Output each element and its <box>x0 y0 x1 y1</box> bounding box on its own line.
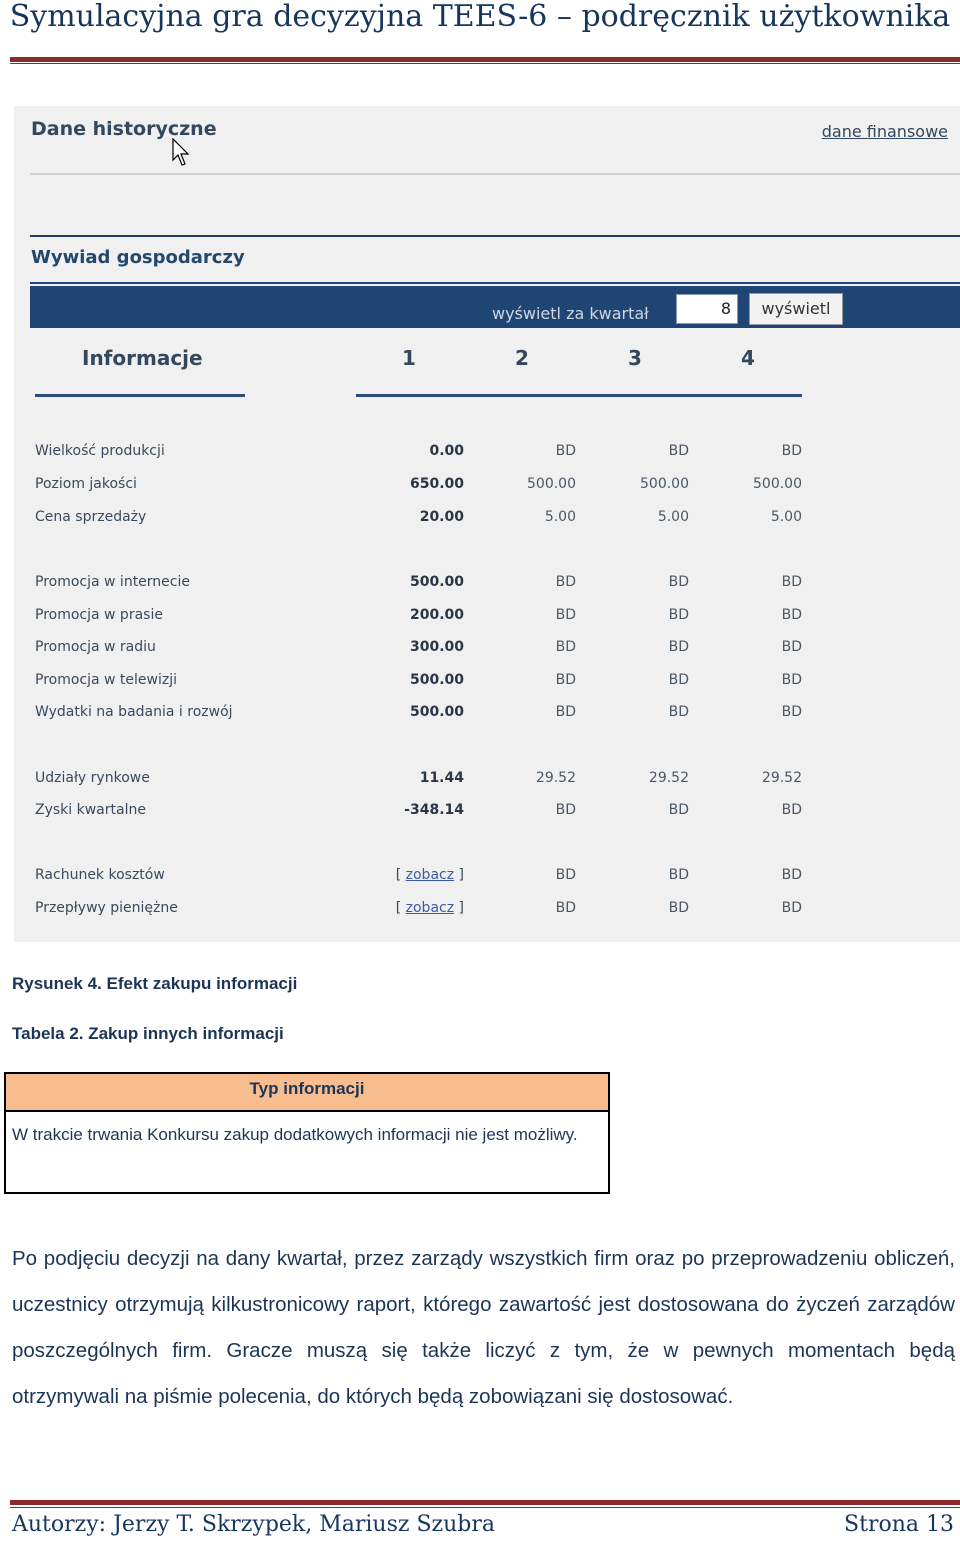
body-paragraph: Po podjęciu decyzji na dany kwartał, przez zarządy wszystkich firm oraz po przeprowadzeniu obliczeń, uczestnicy otrzymują kilkustronicowy raport, którego zawartość jest dostosowana do życzeń zarządów poszczególnych firm. Gracze muszą się także liczyć z tym, że w pewnych momentach będą otrzymywali na piśmie polecenia, do których będą zobowiązani się dostosować. <box>12 1247 955 1408</box>
table-row <box>14 476 960 496</box>
footer-rule <box>10 1500 960 1505</box>
cell-value: 300.00 <box>409 639 464 655</box>
business-intelligence-title: Wywiad gospodarczy <box>31 247 245 268</box>
cell-value: BD <box>668 639 689 655</box>
cell-value: BD <box>555 607 576 623</box>
row-label: Wydatki na badania i rozwój <box>35 704 233 720</box>
cell-value: BD <box>781 639 802 655</box>
cell-value: 500.00 <box>409 574 464 590</box>
column-header-3: 3 <box>628 346 642 370</box>
header-underline <box>35 394 245 397</box>
cell-value: 200.00 <box>409 607 464 623</box>
info-type-table <box>4 1072 610 1194</box>
cell-value: BD <box>555 639 576 655</box>
cell-value: BD <box>668 574 689 590</box>
cell-value: 5.00 <box>544 509 576 525</box>
header-rule <box>10 57 960 62</box>
table-row <box>14 672 960 692</box>
table-caption: Tabela 2. Zakup innych informacji <box>12 1024 284 1043</box>
page-number: Strona 13 <box>844 1512 954 1537</box>
see-cash-flow-link[interactable]: [ zobacz ] <box>395 900 464 916</box>
table-row <box>14 443 960 463</box>
row-label: Promocja w internecie <box>35 574 190 590</box>
cell-value: BD <box>781 443 802 459</box>
cell-value: 500.00 <box>753 476 802 492</box>
quarter-input[interactable]: 8 <box>676 294 738 324</box>
row-label: Przepływy pieniężne <box>35 900 178 916</box>
table-row <box>14 802 960 822</box>
column-header-4: 4 <box>741 346 755 370</box>
cell-value: BD <box>555 900 576 916</box>
table-row <box>14 770 960 790</box>
divider <box>30 282 960 284</box>
show-button[interactable]: wyświetl <box>749 293 843 325</box>
row-label: Promocja w telewizji <box>35 672 178 688</box>
cell-value: BD <box>781 802 802 818</box>
cell-value: BD <box>668 867 689 883</box>
cell-value: 500.00 <box>640 476 689 492</box>
footer-authors: Autorzy: Jerzy T. Skrzypek, Mariusz Szubra <box>12 1512 496 1537</box>
row-label: Promocja w prasie <box>35 607 163 623</box>
row-label: Wielkość produkcji <box>35 443 165 459</box>
row-label: Cena sprzedaży <box>35 509 147 525</box>
financial-data-link[interactable]: dane finansowe <box>821 122 948 141</box>
cell-value: 29.52 <box>648 770 689 786</box>
cell-value: BD <box>555 574 576 590</box>
divider <box>30 173 960 175</box>
cell-value: BD <box>668 900 689 916</box>
cell-value: 5.00 <box>770 509 802 525</box>
table-row <box>14 574 960 594</box>
cell-value: -348.14 <box>404 802 464 818</box>
table-row <box>14 607 960 627</box>
cell-value: BD <box>781 672 802 688</box>
cell-value: 0.00 <box>429 443 464 459</box>
cell-value: BD <box>781 607 802 623</box>
cell-value: BD <box>555 443 576 459</box>
divider <box>30 235 960 237</box>
historical-data-heading: Dane historyczne <box>31 118 217 140</box>
row-label: Promocja w radiu <box>35 639 156 655</box>
see-cost-account-link[interactable]: [ zobacz ] <box>395 867 464 883</box>
cell-value: BD <box>668 672 689 688</box>
cell-value: BD <box>781 900 802 916</box>
cell-value: BD <box>781 867 802 883</box>
table-row <box>14 639 960 659</box>
table-row <box>14 704 960 724</box>
cell-value: 500.00 <box>409 704 464 720</box>
cell-value: BD <box>555 802 576 818</box>
table-row <box>14 867 960 887</box>
cell-value: 500.00 <box>527 476 576 492</box>
row-label: Poziom jakości <box>35 476 137 492</box>
quarter-filter-label: wyświetl za kwartał <box>492 304 649 323</box>
figure-caption: Rysunek 4. Efekt zakupu informacji <box>12 974 298 993</box>
cell-value: 5.00 <box>657 509 689 525</box>
cell-value: BD <box>781 574 802 590</box>
cell-value: BD <box>555 704 576 720</box>
cell-value: 650.00 <box>409 476 464 492</box>
table-row <box>14 509 960 529</box>
cell-value: BD <box>668 607 689 623</box>
header-underline <box>356 394 802 397</box>
row-label: Zyski kwartalne <box>35 802 146 818</box>
cell-value: 20.00 <box>419 509 464 525</box>
column-header-info: Informacje <box>82 346 203 370</box>
document-title: Symulacyjna gra decyzyjna TEES-6 – podręcznik użytkownika <box>9 0 951 34</box>
cell-value: BD <box>668 802 689 818</box>
cell-value: 29.52 <box>761 770 802 786</box>
table-header: Typ informacji <box>6 1074 608 1112</box>
row-label: Udziały rynkowe <box>35 770 150 786</box>
cell-value: BD <box>668 443 689 459</box>
header-rule-thin <box>10 63 960 64</box>
column-header-1: 1 <box>402 346 416 370</box>
table-cell: W trakcie trwania Konkursu zakup dodatkowych informacji nie jest możliwy. <box>12 1125 578 1144</box>
cell-value: BD <box>668 704 689 720</box>
table-row <box>14 900 960 920</box>
footer-rule-thin <box>10 1507 960 1508</box>
cell-value: BD <box>781 704 802 720</box>
cell-value: 29.52 <box>535 770 576 786</box>
cell-value: 11.44 <box>419 770 464 786</box>
mouse-cursor-icon <box>172 138 190 172</box>
cell-value: BD <box>555 672 576 688</box>
cell-value: BD <box>555 867 576 883</box>
column-header-2: 2 <box>515 346 529 370</box>
figure-screenshot <box>14 106 960 942</box>
cell-value: 500.00 <box>409 672 464 688</box>
row-label: Rachunek kosztów <box>35 867 165 883</box>
